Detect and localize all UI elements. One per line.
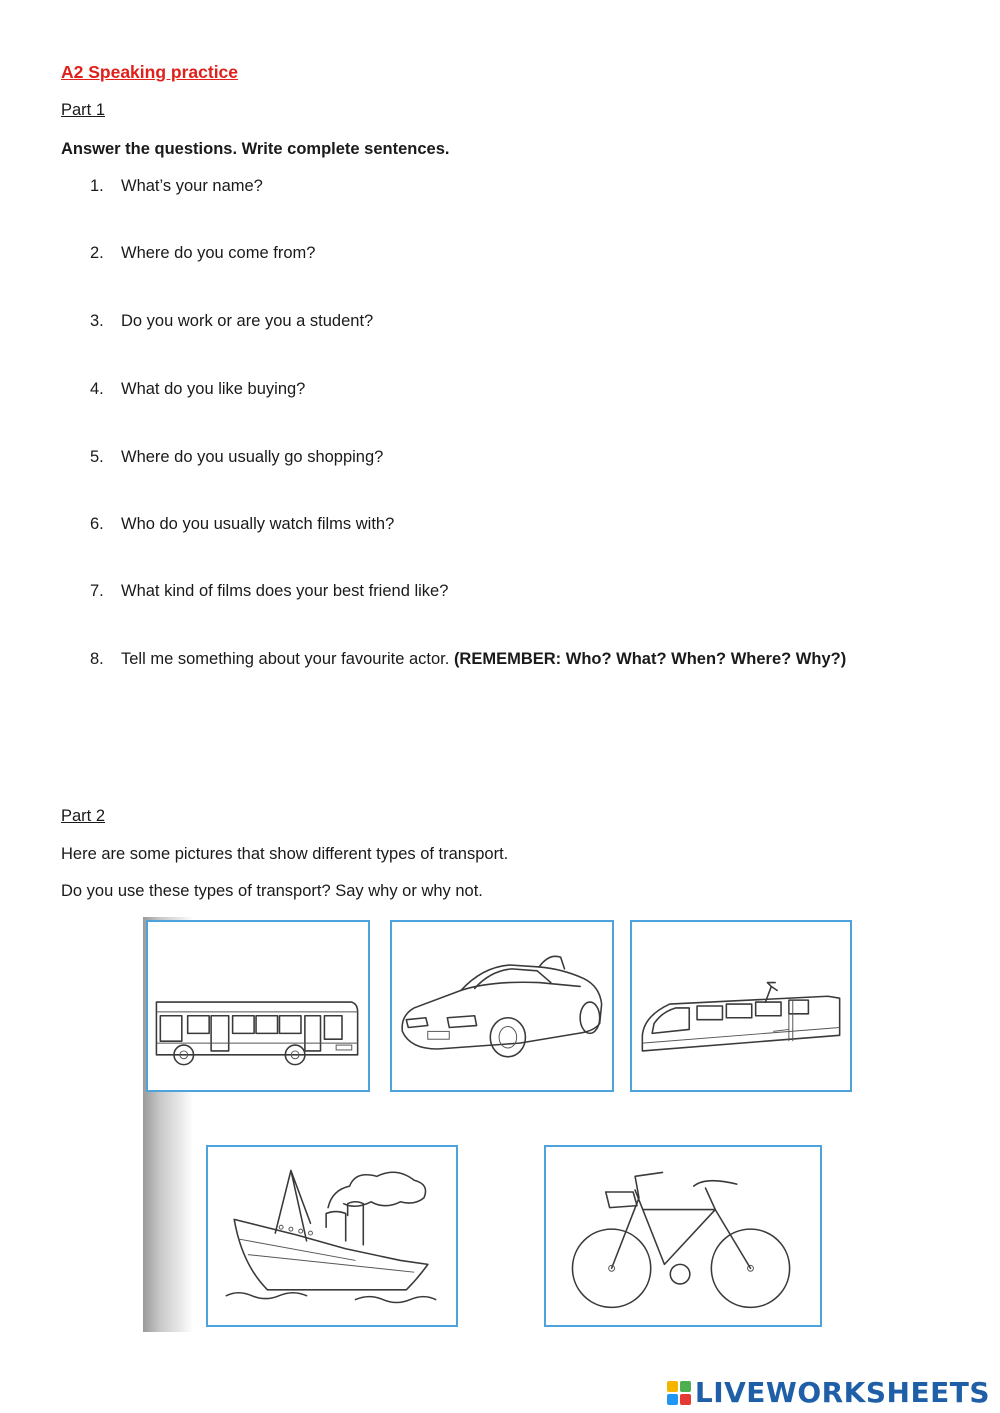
question-number: 7. bbox=[90, 582, 104, 600]
question-number: 5. bbox=[90, 448, 104, 466]
question-text: Who do you usually watch films with? bbox=[121, 515, 395, 533]
bicycle-picture bbox=[544, 1145, 822, 1327]
ship-icon bbox=[208, 1147, 456, 1325]
part2-heading: Part 2 bbox=[61, 807, 106, 825]
car-picture bbox=[390, 920, 614, 1092]
question-text: What’s your name? bbox=[121, 177, 263, 195]
bus-icon bbox=[148, 922, 368, 1090]
question-item bbox=[90, 244, 315, 263]
car-icon bbox=[392, 922, 612, 1090]
ship-picture bbox=[206, 1145, 458, 1327]
question-number: 3. bbox=[90, 312, 104, 330]
question-item bbox=[90, 312, 373, 331]
question-item bbox=[90, 515, 394, 534]
liveworksheets-logo bbox=[667, 1376, 990, 1409]
part1-instruction: Answer the questions. Write complete sentences. bbox=[61, 140, 450, 158]
question-item bbox=[90, 380, 305, 399]
logo-block bbox=[680, 1394, 691, 1405]
question-reminder: (REMEMBER: Who? What? When? Where? Why?) bbox=[453, 650, 847, 668]
part1-heading: Part 1 bbox=[61, 101, 106, 119]
question-item bbox=[90, 448, 383, 467]
bus-picture bbox=[146, 920, 370, 1092]
part2-question: Do you use these types of transport? Say why or why not. bbox=[61, 882, 483, 900]
question-number: 8. bbox=[90, 650, 104, 668]
part2-description: Here are some pictures that show different types of transport. bbox=[61, 845, 509, 863]
logo-text: LIVEWORKSHEETS bbox=[694, 1376, 990, 1409]
question-text: Tell me something about your favourite actor. bbox=[121, 650, 450, 668]
bicycle-icon bbox=[546, 1147, 820, 1325]
question-text: Where do you usually go shopping? bbox=[121, 448, 384, 466]
train-icon bbox=[632, 922, 850, 1090]
question-item bbox=[90, 582, 448, 601]
logo-block bbox=[667, 1381, 678, 1392]
question-text: What kind of films does your best friend like? bbox=[121, 582, 449, 600]
question-number: 2. bbox=[90, 244, 104, 262]
logo-mark bbox=[667, 1381, 691, 1405]
question-text: What do you like buying? bbox=[121, 380, 306, 398]
logo-block bbox=[667, 1394, 678, 1405]
question-text: Do you work or are you a student? bbox=[121, 312, 374, 330]
question-number: 1. bbox=[90, 177, 104, 195]
logo-block bbox=[680, 1381, 691, 1392]
question-item bbox=[90, 177, 263, 196]
question-text: Where do you come from? bbox=[121, 244, 316, 262]
question-item bbox=[90, 650, 846, 669]
question-number: 6. bbox=[90, 515, 104, 533]
train-picture bbox=[630, 920, 852, 1092]
worksheet-title: A2 Speaking practice bbox=[61, 62, 239, 82]
question-number: 4. bbox=[90, 380, 104, 398]
